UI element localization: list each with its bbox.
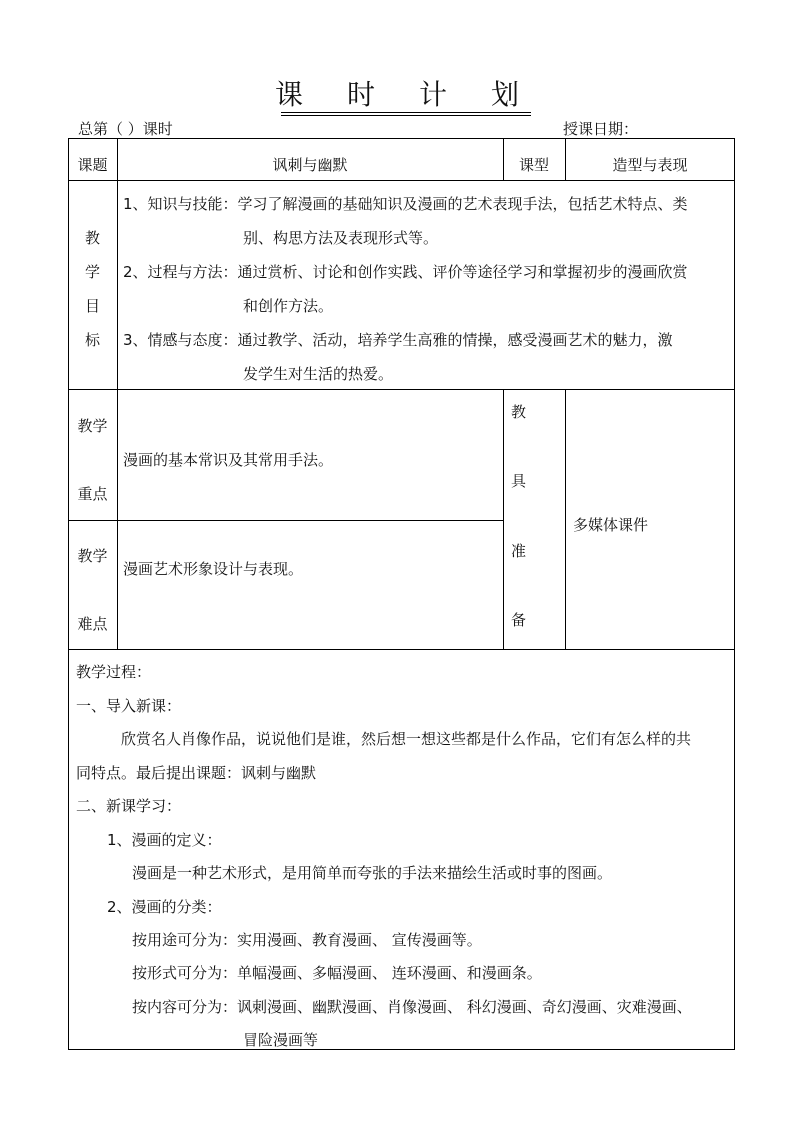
new-lesson-heading: 二、新课学习： <box>76 797 182 815</box>
tools-text: 多媒体课件 <box>573 516 649 534</box>
topic-value: 讽刺与幽默 <box>272 156 348 174</box>
intro-heading: 一、导入新课： <box>76 697 182 715</box>
col-divider <box>117 138 118 649</box>
focus-label: 教学 <box>77 417 108 435</box>
title-underline <box>281 115 531 116</box>
goal-line: 3、情感与态度：通过教学、活动，培养学生高雅的情操，感受漫画艺术的魅力，激 <box>123 331 673 349</box>
goals-label-char: 目 <box>84 297 100 315</box>
goals-label-char: 标 <box>84 331 100 349</box>
category-by-form: 按形式可分为：单幅漫画、多幅漫画、 连环漫画、和漫画条。 <box>132 964 542 982</box>
process-heading: 教学过程： <box>76 663 152 681</box>
goal-line: 2、过程与方法：通过赏析、讨论和创作实践、评价等途径学习和掌握初步的漫画欣赏 <box>123 263 688 281</box>
category-by-content: 冒险漫画等 <box>243 1031 319 1049</box>
goal-line: 别、构思方法及表现形式等。 <box>243 229 439 247</box>
page-title <box>0 78 794 112</box>
definition-text: 漫画是一种艺术形式，是用简单而夸张的手法来描绘生活或时事的图画。 <box>132 864 613 882</box>
col-divider <box>503 389 504 649</box>
tools-label-char: 具 <box>511 472 527 490</box>
intro-text: 同特点。最后提出课题：讽刺与幽默 <box>76 764 317 782</box>
title-underline <box>281 112 531 113</box>
definition-heading: 1、漫画的定义： <box>107 831 222 849</box>
goals-label-char: 学 <box>84 263 100 281</box>
category-heading: 2、漫画的分类： <box>107 898 222 916</box>
goals-label-char: 教 <box>84 229 100 247</box>
col-divider <box>565 389 566 649</box>
difficulty-label: 教学 <box>77 547 108 565</box>
title-char: 计 <box>419 78 448 111</box>
topic-label: 课题 <box>77 156 108 174</box>
tools-label-char: 备 <box>511 611 527 629</box>
type-value: 造型与表现 <box>612 156 688 174</box>
title-char: 时 <box>346 78 375 111</box>
difficulty-label: 难点 <box>77 615 108 633</box>
goal-line: 发学生对生活的热爱。 <box>243 365 394 383</box>
difficulty-text: 漫画艺术形象设计与表现。 <box>123 560 304 578</box>
title-char: 课 <box>274 78 303 111</box>
category-by-content: 按内容可分为：讽刺漫画、幽默漫画、肖像漫画、 科幻漫画、奇幻漫画、灾难漫画、 <box>132 998 692 1016</box>
goal-line: 1、知识与技能：学习了解漫画的基础知识及漫画的艺术表现手法，包括艺术特点、类 <box>123 195 688 213</box>
tools-label-char: 准 <box>511 542 527 560</box>
row-divider <box>68 649 735 650</box>
row-divider <box>68 520 503 521</box>
goal-line: 和创作方法。 <box>243 297 334 315</box>
focus-text: 漫画的基本常识及其常用手法。 <box>123 451 334 469</box>
intro-text: 欣赏名人肖像作品，说说他们是谁，然后想一想这些都是什么作品，它们有怎么样的共 <box>121 730 692 748</box>
focus-label: 重点 <box>77 485 108 503</box>
row-divider <box>68 180 735 181</box>
lesson-date: 授课日期： <box>563 120 639 138</box>
lesson-number: 总第（ ）课时 <box>78 120 173 138</box>
type-label: 课型 <box>518 156 549 174</box>
tools-label-char: 教 <box>511 403 527 421</box>
category-by-use: 按用途可分为：实用漫画、教育漫画、 宣传漫画等。 <box>132 931 482 949</box>
title-char: 划 <box>491 78 520 111</box>
row-divider <box>68 389 735 390</box>
